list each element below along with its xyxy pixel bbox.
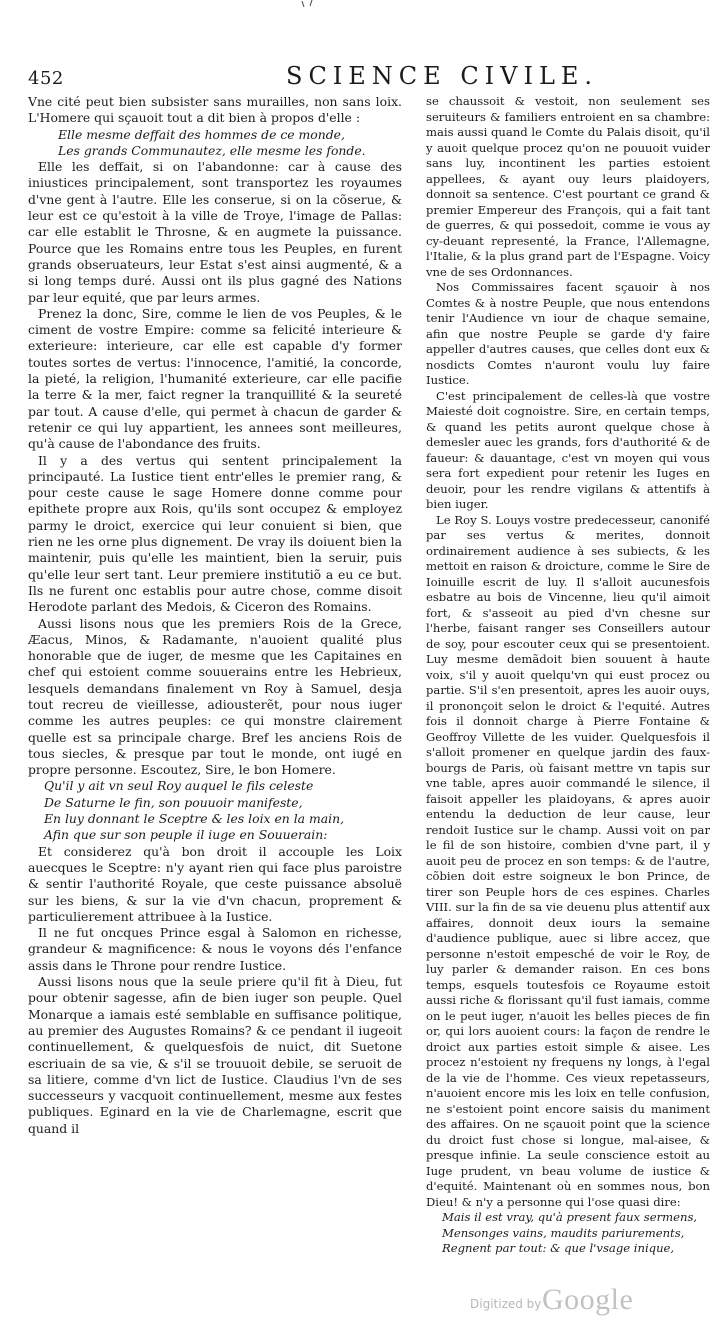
paragraph: Il ne fut oncques Prince esgal à Salomon en richesse, grandeur & magnificence: & nous le voyons dés l'enfance assis dans le Throne pour rendre Iustice.: [28, 925, 402, 973]
page-number: 452: [28, 68, 64, 89]
paragraph: Elle les deffait, si on l'abandonne: car à cause des iniustices principalement, sont transportez les royaumes d'vne gent à l'autre. Elle les conserue, si on la cõserue, & leur est ce qu'estoit à la ville de Troye, l'image de Pallas: car elle establit le Throsne, & en augmete la puissance. Pource que les Romains entre tous les Peuples, en furent grands obseruateurs, leur Estat s'est ainsi augmenté, & a si long temps duré. Aussi ont ils plus gagné des Nations par leur equité, que par leurs armes.: [28, 159, 402, 305]
paragraph: Aussi lisons nous que les premiers Rois de la Grece, Æacus, Minos, & Radamante, n'auoient qualité plus honorable que de iuger, de mesme que les Capitaines en chef qui estoient comme souuerains entre les Hebrieux, lesquels demandans finalement vn Roy à Samuel, desja tout recreu de vieillesse, adiousterẽt, pour nous iuger comme les autres peuples: ce qui monstre clairement quelle est sa principale charge. Bref les anciens Rois de tous siecles, & presque par tout le monde, ont iugé en propre personne. Escoutez, Sire, le bon Homere.: [28, 615, 402, 778]
verse-line: Qu'il y ait vn seul Roy auquel le fils celeste: [44, 778, 314, 794]
verse-line: Les grands Communautez, elle mesme les fonde.: [58, 142, 366, 158]
google-watermark: [470, 1283, 710, 1317]
running-title: SCIENCE CIVILE.: [286, 62, 599, 90]
paragraph: Il y a des vertus qui sentent principalement la principauté. La Iustice tient entr'elles le premier rang, & pour ceste cause le sage Homere donne comme pour epithete propre aux Rois, qu'ils sont occupez & employez parmy le droict, exercice qui leur conuient si bien, que rien ne les orne plus dignement. De vray ils doiuent bien la maintenir, puis qu'elle les maintient, bien la seruir, puis qu'elle leur sert tant. Leur premiere institutiõ a eu ce but. Ils ne furent onc establis pour autre chose, comme disoit Herodote parlant des Medois, & Ciceron des Romains.: [28, 452, 402, 615]
verse-line: Regnent par tout: & que l'vsage inique,: [442, 1241, 675, 1255]
right-column: [426, 94, 710, 1258]
paragraph: Prenez la donc, Sire, comme le lien de vos Peuples, & le ciment de vostre Empire: comme sa felicité interieure & exterieure: interieure, car elle est capable d'y former toutes sortes de vertus: l'innocence, l'amitié, la concorde, la pieté, la religion, l'humanité exterieure, car elle pacifie la terre & la mer, faict regner la tranquillité & la seureté par tout. A cause d'elle, qui permet à chacun de garder & retenir ce qui luy appartient, les annees sont meilleures, qu'à cause de l'abondance des fruits.: [28, 305, 402, 452]
watermark-prefix: Digitized by: [470, 1297, 542, 1311]
verse-line: Elle mesme deffait des hommes de ce monde,: [58, 126, 345, 142]
verse-line: En luy donnant le Sceptre & les loix en la main,: [44, 811, 345, 827]
paragraph: Aussi lisons nous que la seule priere qu'il fit à Dieu, fut pour obtenir sagesse, afin de bien iuger son peuple. Quel Monarque a iamais esté semblable en suffisance politique, au premier des Augustes Romains? & ce pendant il iugeoit continuellement, & quelquesfois de nuict, dit Suetone escriuain de sa vie, & s'il se trouuoit debile, se seruoit de sa litiere, comme d'vn lict de Iustice. Claudius l'vn de ses successeurs y vacquoit continuellement, mesme aux festes publiques. Eginard en la vie de Charlemagne, escrit que quand il: [28, 974, 402, 1136]
paragraph: Vne cité peut bien subsister sans murailles, non sans loix. L'Homere qui sçauoit tout a dit bien à propos d'elle :: [28, 94, 402, 126]
verse-line: Mensonges vains, maudits pariurements,: [442, 1225, 685, 1240]
left-column: [28, 94, 402, 1258]
verse-line: Mais il est vray, qu'à present faux sermens,: [442, 1210, 698, 1224]
paragraph: se chaussoit & vestoit, non seulement ses seruiteurs & familiers entroient en sa chambre: mais aussi quand le Comte du Palais disoit, qu'il y auoit quelque procez qu'on ne pouuoit vuider sans luy, incontinent les parties estoient appellees, & ayant ouy leurs plaidoyers, donnoit sa sentence. C'est pourtant ce grand & premier Empereur des François, qui a fait tant de guerres, & qui possedoit, comme ie vous ay cy-deuant representé, la France, l'Allemagne, l'Italie, & la plus grand part de l'Espagne. Voicy vne de ses Ordonnances.: [426, 94, 710, 279]
verse-line: Afin que sur son peuple il iuge en Souuerain:: [44, 827, 328, 843]
google-logo: Google: [542, 1283, 634, 1316]
page-header: [28, 62, 688, 90]
paragraph: Et considerez qu'à bon droit il accouple les Loix auecques le Sceptre: n'y ayant rien qui face plus paroistre & sentir l'authorité Royale, que ceste puissance absoluë sur les biens, & sur la vie d'vn chacun, proprement & particulierement attribuee à la Iustice.: [28, 843, 402, 924]
paragraph: Le Roy S. Louys vostre predecesseur, canonifé par ses vertus & merites, donnoit ordinairement audience à ses subiects, & les mettoit en raison & droicture, comme le Sire de Ioinuille escrit de luy. Il s'alloit aucunesfois esbatre au bois de Vincenne, lieu qu'il aimoit fort, & s'asseoit au pied d'vn chesne sur l'herbe, faisant ranger ses Conseillers autour de soy, pour escouter ceux qui se presentoient. Luy mesme demãdoit bien souuent à haute voix, s'il y auoit quelqu'vn qui eust procez ou partie. S'il s'en presentoit, apres les auoir ouys, il prononçoit selon le droict & l'equité. Autres fois il donnoit charge à Pierre Fontaine & Geoffroy Villette de les vuider. Quelquesfois il s'alloit promener en quelque jardin des faux-bourgs de Paris, où faisant mettre vn tapis sur vne table, apres auoir commandé le silence, il faisoit appeller les plaidoyans, & apres auoir entendu la deduction de leur cause, leur rendoit Iustice sur le champ. Aussi voit on par le fil de son histoire, combien d'vne part, il y auoit peu de procez en son temps: & de l'autre, cõbien doit estre soigneux le bon Prince, de tirer son Peuple hors de ces espines. Charles VIII. sur la fin de sa vie deuenu plus attentif aux affaires, donnoit deux iours la semaine d'audience publique, auec si libre accez, que personne n'estoit empesché de voir le Roy, de luy parler & demander raison. En ces bons temps, esquels toutesfois ce Royaume estoit aussi riche & florissant qu'il fust iamais, comme on le peut iuger, n'auoit les belles pieces de fin or, qui lors auoient cours: la façon de rendre le droict aux parties estoit simple & aisee. Les procez n'estoient ny frequens ny longs, à l'egal de la vie de l'homme. Ces vieux repetasseurs, n'auoient encore mis les loix en telle confusion, ne s'estoient point encore saisis du maniment des affaires. On ne sçauoit point que la science du droict fust chose si longue, mal-aisee, & presque infinie. La seule conscience estoit au Iuge prudent, vn beau volume de iustice & d'equité. Maintenant où en sommes nous, bon Dieu! & n'y a personne qui l'ose quasi dire:: [426, 512, 710, 1209]
paragraph: C'est principalement de celles-là que vostre Maiesté doit cognoistre. Sire, en certain temps, & quand les petits auront quelque chose à demesler auec les grands, fors d'authorité & de faueur: & dauantage, c'est vn moyen qui vous sera fort expedient pour retenir les Iuges en deuoir, pour les rendre vigilans & attentifs à bien iuger.: [426, 388, 710, 511]
verse-line: De Saturne le fin, son pouuoir manifeste,: [44, 794, 303, 810]
torn-edge-marks: [300, 0, 320, 8]
verse-line: [426, 1257, 710, 1259]
paragraph: Nos Commissaires facent sçauoir à nos Comtes & à nostre Peuple, que nous entendons tenir l'Audience vn iour de chaque semaine, afin que nostre Peuple se garde d'y faire appeller d'autres causes, que celles dont eux & nosdicts Comtes n'auront voulu luy faire Iustice.: [426, 280, 710, 387]
